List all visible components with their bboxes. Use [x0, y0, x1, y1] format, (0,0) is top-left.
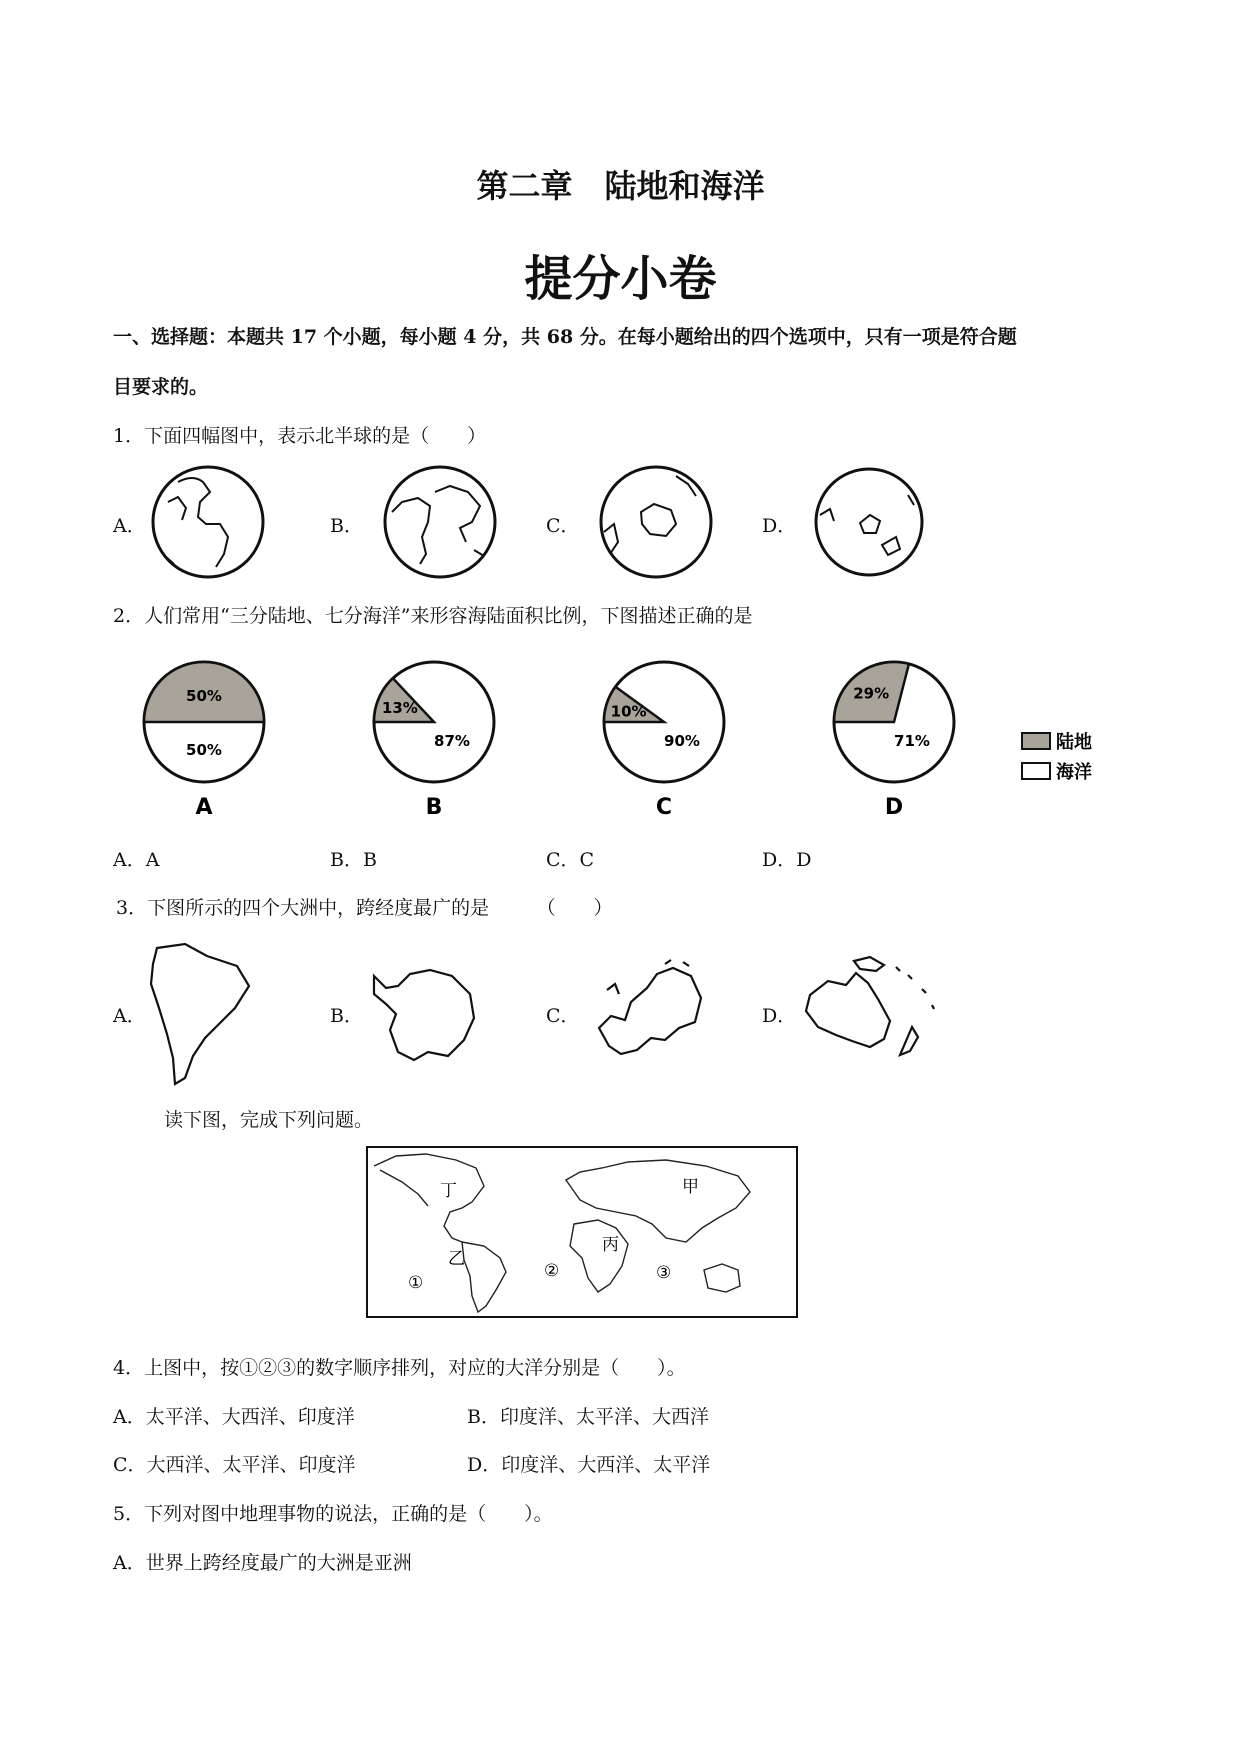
- legend-land-swatch: [1022, 733, 1050, 749]
- map-intro-text: 读下图，完成下列问题。: [164, 1109, 374, 1131]
- europe-icon: [595, 958, 710, 1060]
- pie-c-land-label: 10%: [610, 702, 647, 721]
- q2-option-c[interactable]: C．C: [546, 849, 595, 871]
- q3-option-d[interactable]: D．: [762, 1005, 797, 1027]
- map-label-bing: 丙: [602, 1235, 619, 1255]
- q4-option-d[interactable]: D．印度洋、大西洋、太平洋: [467, 1454, 711, 1476]
- map-label-jia: 甲: [682, 1177, 699, 1197]
- map-label-yi: 乙: [448, 1249, 465, 1269]
- oceania-icon: [800, 955, 945, 1065]
- question-3-stem: 3．下图所示的四个大洲中，跨经度最广的是 （ ）: [116, 897, 613, 919]
- question-4-stem: 4．上图中，按①②③的数字顺序排列，对应的大洋分别是（ ）。: [113, 1357, 686, 1379]
- pie-a-land-label: 50%: [186, 687, 222, 705]
- q1-option-b[interactable]: B．: [330, 515, 363, 537]
- q4-option-c[interactable]: C．大西洋、太平洋、印度洋: [113, 1454, 356, 1476]
- question-2-stem: 2．人们常用“三分陆地、七分海洋”来形容海陆面积比例，下图描述正确的是: [113, 605, 753, 627]
- q2-option-b[interactable]: B．B: [330, 849, 377, 871]
- pie-legend: [1022, 731, 1092, 783]
- pie-a-caption: A: [195, 795, 213, 820]
- globe-northern-polar-icon: [812, 465, 927, 580]
- pie-b-caption: B: [425, 795, 443, 820]
- legend-ocean-swatch: [1022, 763, 1050, 779]
- section-instructions-line1: 一、选择题：本题共 17 个小题，每小题 4 分，共 68 分。在每小题给出的四个选项中，只有一项是符合题: [113, 326, 1017, 348]
- section-instructions-line2: 目要求的。: [113, 376, 209, 398]
- pie-c-caption: C: [655, 795, 673, 820]
- globe-western-hemisphere-icon: [148, 462, 268, 582]
- globe-southern-polar-icon: [596, 462, 716, 582]
- south-america-icon: [145, 938, 255, 1088]
- pie-c-ocean-label: 90%: [664, 732, 700, 750]
- pie-b-ocean-label: 87%: [434, 732, 470, 750]
- q2-option-d[interactable]: D．D: [762, 849, 812, 871]
- legend-ocean-label: 海洋: [1056, 762, 1092, 783]
- paper-title: 提分小卷: [524, 251, 717, 307]
- q2-option-a[interactable]: A．A: [113, 849, 160, 871]
- map-label-ocean-2: ②: [544, 1261, 560, 1281]
- q3-option-c[interactable]: C．: [546, 1005, 580, 1027]
- question-5-stem: 5．下列对图中地理事物的说法，正确的是（ ）。: [113, 1503, 553, 1525]
- map-label-ocean-3: ③: [656, 1263, 672, 1283]
- q4-option-a[interactable]: A．太平洋、大西洋、印度洋: [113, 1406, 355, 1428]
- legend-land-label: 陆地: [1056, 732, 1092, 753]
- map-label-ocean-1: ①: [408, 1273, 424, 1293]
- q4-option-b[interactable]: B．印度洋、太平洋、大西洋: [467, 1406, 709, 1428]
- pie-b-land-label: 13%: [381, 699, 418, 718]
- q1-option-a[interactable]: A．: [113, 515, 146, 537]
- antarctica-icon: [368, 966, 483, 1066]
- map-label-ding: 丁: [440, 1181, 457, 1201]
- world-map: [366, 1146, 798, 1318]
- question-1-stem: 1．下面四幅图中，表示北半球的是（ ）: [113, 425, 487, 447]
- chapter-title: 第二章 陆地和海洋: [476, 167, 765, 205]
- q5-option-a[interactable]: A．世界上跨经度最广的大洲是亚洲: [113, 1552, 412, 1574]
- q3-option-b[interactable]: B．: [330, 1005, 363, 1027]
- map-frame: [367, 1147, 797, 1317]
- pie-d-land-label: 29%: [853, 684, 890, 703]
- q3-option-a[interactable]: A．: [113, 1005, 146, 1027]
- q1-option-c[interactable]: C．: [546, 515, 580, 537]
- pie-d-caption: D: [884, 795, 904, 820]
- pie-a-ocean-label: 50%: [186, 741, 222, 759]
- land-ocean-pie-charts: [130, 650, 1110, 825]
- q1-option-d[interactable]: D．: [762, 515, 797, 537]
- pie-d-ocean-label: 71%: [894, 732, 930, 750]
- globe-eastern-hemisphere-icon: [380, 462, 500, 582]
